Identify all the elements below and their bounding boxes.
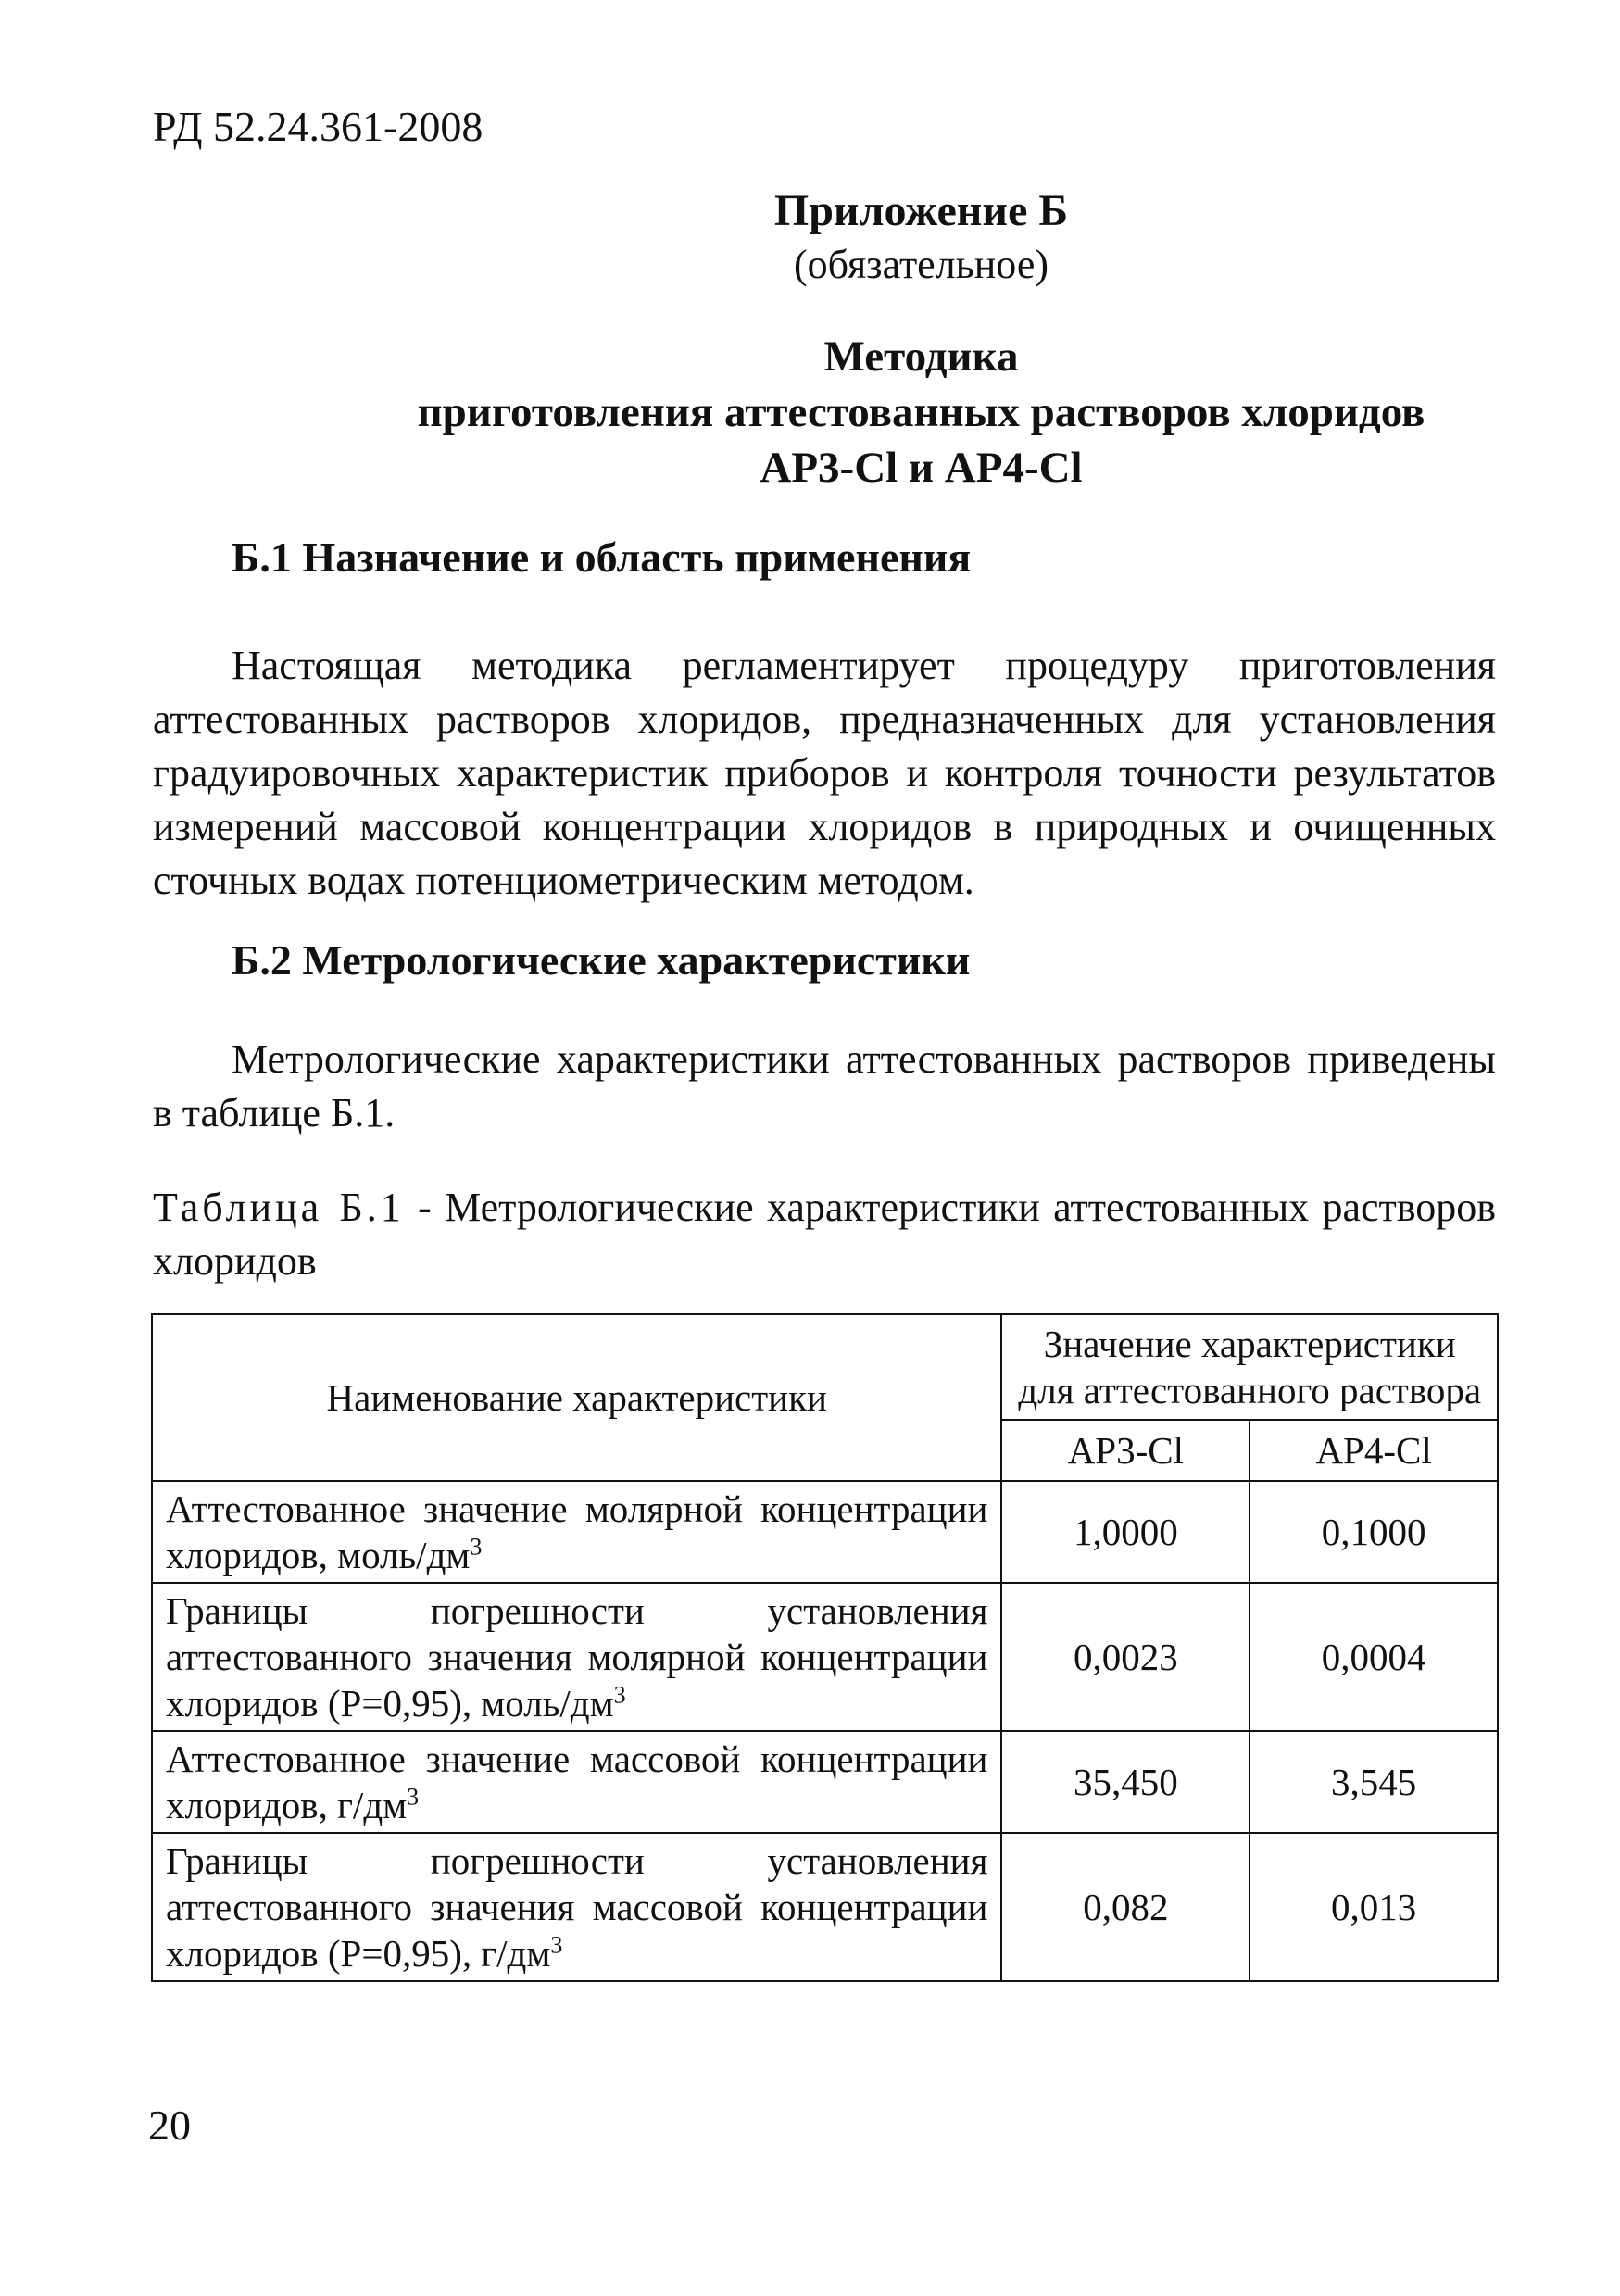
table-row xyxy=(152,1481,1498,1583)
row-ap3-value: 0,0023 xyxy=(1001,1583,1250,1731)
row-ap3-value: 0,082 xyxy=(1001,1833,1250,1981)
unit-superscript: 3 xyxy=(550,1931,563,1959)
unit-superscript: 3 xyxy=(407,1783,420,1811)
header-ap3: АР3-Cl xyxy=(1001,1420,1250,1481)
row-name: Аттестованное значение массовой концентрации хлоридов, г/дм xyxy=(166,1738,988,1826)
row-ap4-value: 3,545 xyxy=(1250,1731,1498,1833)
method-title-line-1: Методика xyxy=(823,332,1019,381)
table-caption-label: Таблица Б.1 xyxy=(153,1185,405,1230)
page-number: 20 xyxy=(148,2102,191,2149)
appendix-status: (обязательное) xyxy=(794,242,1049,287)
row-name-cell xyxy=(152,1833,1001,1981)
section-2-text: Метрологические характеристики аттестованных растворов приведены в таблице Б.1. xyxy=(153,1036,1496,1135)
table-row xyxy=(152,1833,1498,1981)
method-title-line-3: АР3-Cl и АР4-Cl xyxy=(760,444,1083,492)
header-value: Значение характеристики для аттестованного раствора xyxy=(1001,1314,1498,1420)
metrology-table xyxy=(151,1313,1499,1982)
method-title xyxy=(111,329,1620,496)
row-ap3-value: 1,0000 xyxy=(1001,1481,1250,1583)
section-1-heading: Б.1 Назначение и область применения xyxy=(232,533,972,581)
method-title-line-2: приготовления аттестованных растворов хлоридов xyxy=(417,388,1425,436)
row-ap4-value: 0,0004 xyxy=(1250,1583,1498,1731)
section-2-heading: Б.2 Метрологические характеристики xyxy=(232,936,971,984)
table-caption-text: - Метрологические характеристики аттестованных растворов хлоридов xyxy=(153,1185,1496,1284)
document-code: РД 52.24.361-2008 xyxy=(153,103,483,150)
table-caption xyxy=(153,1181,1496,1288)
row-name-cell xyxy=(152,1481,1001,1583)
row-ap4-value: 0,1000 xyxy=(1250,1481,1498,1583)
row-name: Границы погрешности установления аттестованного значения молярной концентрации хлоридов (Р=0,95), моль/дм xyxy=(166,1589,988,1725)
row-name-cell xyxy=(152,1583,1001,1731)
unit-superscript: 3 xyxy=(470,1533,483,1561)
row-name: Аттестованное значение молярной концентрации хлоридов, моль/дм xyxy=(166,1487,988,1576)
row-ap4-value: 0,013 xyxy=(1250,1833,1498,1981)
row-name: Границы погрешности установления аттестованного значения массовой концентрации хлоридов (Р=0,95), г/дм xyxy=(166,1839,988,1975)
section-1-text: Настоящая методика регламентирует процедуру приготовления аттестованных растворов хлоридов, предназначенных для установления градуировочных характеристик приборов и контроля точности результатов измерений массовой концентрации хлоридов в природных и очищенных сточных водах потенциометрическим методом. xyxy=(153,643,1496,903)
header-ap4: АР4-Cl xyxy=(1250,1420,1498,1481)
row-ap3-value: 35,450 xyxy=(1001,1731,1250,1833)
header-name: Наименование характеристики xyxy=(152,1314,1001,1481)
table-row xyxy=(152,1583,1498,1731)
table-header-row xyxy=(152,1314,1498,1420)
table-row xyxy=(152,1731,1498,1833)
section-2-paragraph xyxy=(153,1033,1496,1140)
section-1-paragraph xyxy=(153,639,1496,908)
row-name-cell xyxy=(152,1731,1001,1833)
appendix-title: Приложение Б xyxy=(773,186,1069,235)
unit-superscript: 3 xyxy=(613,1681,626,1709)
